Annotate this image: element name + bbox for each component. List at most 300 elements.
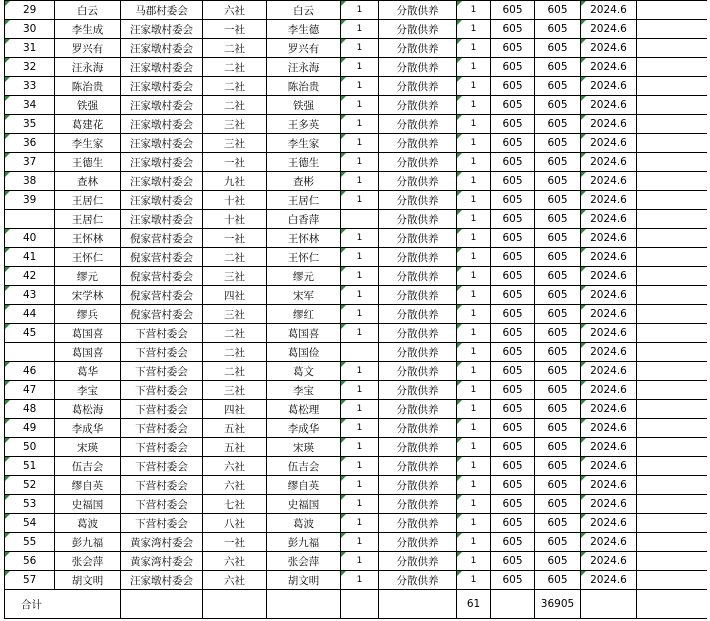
village-committee-cell: 倪家营村委会 — [121, 286, 203, 305]
person-count-cell: 1 — [457, 514, 491, 533]
table-row — [5, 1, 707, 20]
standard-amount-cell: 605 — [491, 115, 535, 134]
recipient-name-cell: 葛华 — [55, 362, 121, 381]
cell-indicator-mark — [5, 362, 10, 367]
village-group-cell: 二社 — [203, 77, 267, 96]
person-count-cell: 1 — [457, 343, 491, 362]
blank-cell — [637, 229, 707, 248]
row-number-cell: 48 — [5, 400, 55, 419]
payment-date-cell: 2024.6 — [581, 381, 637, 400]
village-committee-cell: 下营村委会 — [121, 514, 203, 533]
recipient-name-cell: 王德生 — [55, 153, 121, 172]
support-method-cell: 分散供养 — [379, 438, 457, 457]
payment-date-cell: 2024.6 — [581, 20, 637, 39]
cell-indicator-mark — [5, 381, 10, 386]
cell-indicator-mark — [581, 1, 586, 6]
support-method-cell: 分散供养 — [379, 1, 457, 20]
blank-cell — [637, 115, 707, 134]
cell-indicator-mark — [5, 1, 10, 6]
cell-indicator-mark — [5, 39, 10, 44]
payment-amount-cell: 605 — [535, 153, 581, 172]
cell-indicator-mark — [457, 153, 462, 158]
standard-amount-cell: 605 — [491, 134, 535, 153]
blank-cell — [637, 533, 707, 552]
household-count-cell: 1 — [341, 77, 379, 96]
recipient-name-cell: 宋学林 — [55, 286, 121, 305]
village-committee-cell: 倪家营村委会 — [121, 248, 203, 267]
cell-indicator-mark — [581, 210, 586, 215]
payment-date-cell: 2024.6 — [581, 1, 637, 20]
cell-indicator-mark — [5, 248, 10, 253]
cell-indicator-mark — [581, 571, 586, 576]
table-row — [5, 457, 707, 476]
cell-indicator-mark — [5, 58, 10, 63]
blank-cell — [637, 20, 707, 39]
payment-date-cell: 2024.6 — [581, 571, 637, 590]
payment-amount-cell: 605 — [535, 571, 581, 590]
payment-amount-cell: 605 — [535, 39, 581, 58]
support-method-cell: 分散供养 — [379, 324, 457, 343]
support-person-cell: 罗兴有 — [267, 39, 341, 58]
payment-amount-cell: 605 — [535, 438, 581, 457]
cell-indicator-mark — [457, 134, 462, 139]
recipient-name-cell: 葛建花 — [55, 115, 121, 134]
cell-indicator-mark — [457, 571, 462, 576]
support-method-cell: 分散供养 — [379, 248, 457, 267]
row-number-cell: 46 — [5, 362, 55, 381]
table-row — [5, 514, 707, 533]
payment-amount-cell: 605 — [535, 381, 581, 400]
cell-indicator-mark — [341, 381, 346, 386]
row-number-cell: 56 — [5, 552, 55, 571]
cell-indicator-mark — [341, 248, 346, 253]
table-row — [5, 210, 707, 229]
cell-indicator-mark — [5, 286, 10, 291]
cell-indicator-mark — [457, 343, 462, 348]
cell-indicator-mark — [341, 20, 346, 25]
person-count-cell: 1 — [457, 229, 491, 248]
row-number-cell: 41 — [5, 248, 55, 267]
blank-cell — [637, 1, 707, 20]
payment-date-cell: 2024.6 — [581, 58, 637, 77]
blank-cell — [637, 495, 707, 514]
recipient-name-cell: 李生成 — [55, 20, 121, 39]
village-committee-cell: 汪家墩村委会 — [121, 210, 203, 229]
support-method-cell: 分散供养 — [379, 267, 457, 286]
village-committee-cell: 汪家墩村委会 — [121, 115, 203, 134]
blank-cell — [637, 134, 707, 153]
cell-indicator-mark — [341, 495, 346, 500]
recipient-name-cell: 李宝 — [55, 381, 121, 400]
village-group-cell: 二社 — [203, 324, 267, 343]
total-empty-cell — [203, 590, 267, 619]
row-number-cell: 30 — [5, 20, 55, 39]
village-committee-cell: 下营村委会 — [121, 400, 203, 419]
cell-indicator-mark — [457, 400, 462, 405]
village-group-cell: 三社 — [203, 381, 267, 400]
row-number-cell: 49 — [5, 419, 55, 438]
cell-indicator-mark — [5, 134, 10, 139]
payment-amount-cell: 605 — [535, 172, 581, 191]
cell-indicator-mark — [5, 400, 10, 405]
recipient-name-cell: 缪元 — [55, 267, 121, 286]
row-number-cell: 50 — [5, 438, 55, 457]
row-number-cell: 34 — [5, 96, 55, 115]
cell-indicator-mark — [341, 96, 346, 101]
cell-indicator-mark — [5, 191, 10, 196]
payment-date-cell: 2024.6 — [581, 77, 637, 96]
recipient-name-cell: 李成华 — [55, 419, 121, 438]
cell-indicator-mark — [457, 514, 462, 519]
support-person-cell: 葛国俭 — [267, 343, 341, 362]
standard-amount-cell: 605 — [491, 20, 535, 39]
cell-indicator-mark — [457, 77, 462, 82]
support-person-cell: 王怀仁 — [267, 248, 341, 267]
support-method-cell: 分散供养 — [379, 495, 457, 514]
standard-amount-cell: 605 — [491, 419, 535, 438]
support-person-cell: 王多英 — [267, 115, 341, 134]
table-row — [5, 191, 707, 210]
payment-amount-cell: 605 — [535, 419, 581, 438]
blank-cell — [637, 248, 707, 267]
row-number-cell: 57 — [5, 571, 55, 590]
household-count-cell: 1 — [341, 191, 379, 210]
relief-roster-table — [4, 0, 707, 619]
table-row — [5, 533, 707, 552]
support-person-cell: 李成华 — [267, 419, 341, 438]
village-group-cell: 七社 — [203, 495, 267, 514]
village-group-cell: 二社 — [203, 96, 267, 115]
cell-indicator-mark — [341, 457, 346, 462]
row-number-cell: 53 — [5, 495, 55, 514]
blank-cell — [637, 210, 707, 229]
table-row — [5, 20, 707, 39]
recipient-name-cell: 查林 — [55, 172, 121, 191]
standard-amount-cell: 605 — [491, 229, 535, 248]
cell-indicator-mark — [581, 191, 586, 196]
cell-indicator-mark — [5, 324, 10, 329]
recipient-name-cell: 葛波 — [55, 514, 121, 533]
person-count-cell: 1 — [457, 267, 491, 286]
standard-amount-cell: 605 — [491, 210, 535, 229]
cell-indicator-mark — [581, 343, 586, 348]
village-group-cell: 十社 — [203, 210, 267, 229]
cell-indicator-mark — [581, 229, 586, 234]
cell-indicator-mark — [341, 58, 346, 63]
village-group-cell: 二社 — [203, 39, 267, 58]
cell-indicator-mark — [457, 286, 462, 291]
recipient-name-cell: 葛松海 — [55, 400, 121, 419]
blank-cell — [637, 324, 707, 343]
row-number-cell: 33 — [5, 77, 55, 96]
table-row — [5, 362, 707, 381]
village-committee-cell: 下营村委会 — [121, 419, 203, 438]
village-committee-cell: 马郡村委会 — [121, 1, 203, 20]
cell-indicator-mark — [5, 514, 10, 519]
support-method-cell: 分散供养 — [379, 286, 457, 305]
support-person-cell: 彭九福 — [267, 533, 341, 552]
table-row — [5, 305, 707, 324]
cell-indicator-mark — [457, 476, 462, 481]
cell-indicator-mark — [341, 571, 346, 576]
village-committee-cell: 汪家墩村委会 — [121, 58, 203, 77]
recipient-name-cell: 葛国喜 — [55, 324, 121, 343]
cell-indicator-mark — [457, 324, 462, 329]
village-committee-cell: 倪家营村委会 — [121, 305, 203, 324]
cell-indicator-mark — [5, 115, 10, 120]
support-method-cell: 分散供养 — [379, 58, 457, 77]
person-count-cell: 1 — [457, 58, 491, 77]
total-label: 合计 — [5, 590, 121, 619]
household-count-cell: 1 — [341, 1, 379, 20]
standard-amount-cell: 605 — [491, 457, 535, 476]
cell-indicator-mark — [581, 248, 586, 253]
village-committee-cell: 汪家墩村委会 — [121, 20, 203, 39]
standard-amount-cell: 605 — [491, 552, 535, 571]
person-count-cell: 1 — [457, 210, 491, 229]
blank-cell — [637, 77, 707, 96]
standard-amount-cell: 605 — [491, 324, 535, 343]
table-row — [5, 381, 707, 400]
support-method-cell: 分散供养 — [379, 419, 457, 438]
support-method-cell: 分散供养 — [379, 191, 457, 210]
household-count-cell: 1 — [341, 20, 379, 39]
table-row — [5, 115, 707, 134]
cell-indicator-mark — [341, 419, 346, 424]
row-number-cell: 35 — [5, 115, 55, 134]
cell-indicator-mark — [581, 324, 586, 329]
cell-indicator-mark — [581, 457, 586, 462]
support-method-cell: 分散供养 — [379, 514, 457, 533]
village-group-cell: 一社 — [203, 20, 267, 39]
village-committee-cell: 黄家湾村委会 — [121, 552, 203, 571]
standard-amount-cell: 605 — [491, 1, 535, 20]
cell-indicator-mark — [457, 362, 462, 367]
cell-indicator-mark — [581, 305, 586, 310]
person-count-cell: 1 — [457, 115, 491, 134]
table-row — [5, 552, 707, 571]
table-row — [5, 343, 707, 362]
support-person-cell: 李生德 — [267, 20, 341, 39]
village-committee-cell: 下营村委会 — [121, 381, 203, 400]
blank-cell — [637, 381, 707, 400]
recipient-name-cell: 彭九福 — [55, 533, 121, 552]
payment-date-cell: 2024.6 — [581, 305, 637, 324]
standard-amount-cell: 605 — [491, 267, 535, 286]
cell-indicator-mark — [581, 362, 586, 367]
cell-indicator-mark — [5, 229, 10, 234]
cell-indicator-mark — [457, 39, 462, 44]
village-committee-cell: 汪家墩村委会 — [121, 153, 203, 172]
cell-indicator-mark — [341, 153, 346, 158]
household-count-cell: 1 — [341, 419, 379, 438]
row-number-cell: 52 — [5, 476, 55, 495]
support-person-cell: 伍吉会 — [267, 457, 341, 476]
blank-cell — [637, 286, 707, 305]
household-count-cell: 1 — [341, 134, 379, 153]
total-empty-cell — [581, 590, 637, 619]
household-count-cell: 1 — [341, 248, 379, 267]
table-row — [5, 400, 707, 419]
cell-indicator-mark — [581, 134, 586, 139]
recipient-name-cell: 宋瑛 — [55, 438, 121, 457]
village-group-cell: 二社 — [203, 248, 267, 267]
recipient-name-cell: 陈治贵 — [55, 77, 121, 96]
cell-indicator-mark — [457, 438, 462, 443]
household-count-cell: 1 — [341, 58, 379, 77]
support-method-cell: 分散供养 — [379, 134, 457, 153]
blank-cell — [637, 172, 707, 191]
support-person-cell: 陈治贵 — [267, 77, 341, 96]
payment-date-cell: 2024.6 — [581, 191, 637, 210]
person-count-cell: 1 — [457, 172, 491, 191]
support-person-cell: 铁强 — [267, 96, 341, 115]
blank-cell — [637, 514, 707, 533]
household-count-cell: 1 — [341, 324, 379, 343]
blank-cell — [637, 476, 707, 495]
blank-cell — [637, 267, 707, 286]
support-person-cell: 缪红 — [267, 305, 341, 324]
cell-indicator-mark — [457, 552, 462, 557]
cell-indicator-mark — [457, 20, 462, 25]
person-count-cell: 1 — [457, 248, 491, 267]
cell-indicator-mark — [457, 229, 462, 234]
row-number-cell: 45 — [5, 324, 55, 343]
cell-indicator-mark — [341, 191, 346, 196]
person-count-cell: 1 — [457, 153, 491, 172]
row-number-cell: 32 — [5, 58, 55, 77]
cell-indicator-mark — [5, 457, 10, 462]
household-count-cell: 1 — [341, 381, 379, 400]
standard-amount-cell: 605 — [491, 438, 535, 457]
payment-date-cell: 2024.6 — [581, 267, 637, 286]
cell-indicator-mark — [5, 438, 10, 443]
household-count-cell: 1 — [341, 533, 379, 552]
village-group-cell: 四社 — [203, 286, 267, 305]
support-person-cell: 宋军 — [267, 286, 341, 305]
cell-indicator-mark — [341, 305, 346, 310]
cell-indicator-mark — [5, 20, 10, 25]
total-empty-cell — [379, 590, 457, 619]
household-count-cell: 1 — [341, 229, 379, 248]
cell-indicator-mark — [5, 305, 10, 310]
table-row — [5, 571, 707, 590]
row-number-cell: 29 — [5, 1, 55, 20]
cell-indicator-mark — [5, 552, 10, 557]
payment-amount-cell: 605 — [535, 400, 581, 419]
recipient-name-cell: 王怀仁 — [55, 248, 121, 267]
payment-date-cell: 2024.6 — [581, 438, 637, 457]
cell-indicator-mark — [341, 1, 346, 6]
support-method-cell: 分散供养 — [379, 96, 457, 115]
household-count-cell: 1 — [341, 571, 379, 590]
row-number-cell — [5, 210, 55, 229]
cell-indicator-mark — [581, 476, 586, 481]
village-committee-cell: 倪家营村委会 — [121, 267, 203, 286]
cell-indicator-mark — [341, 362, 346, 367]
table-row — [5, 229, 707, 248]
standard-amount-cell: 605 — [491, 305, 535, 324]
support-person-cell: 葛波 — [267, 514, 341, 533]
support-person-cell: 白香萍 — [267, 210, 341, 229]
village-committee-cell: 汪家墩村委会 — [121, 96, 203, 115]
village-group-cell: 一社 — [203, 153, 267, 172]
recipient-name-cell: 汪永海 — [55, 58, 121, 77]
person-count-cell: 1 — [457, 39, 491, 58]
person-count-cell: 1 — [457, 286, 491, 305]
payment-date-cell: 2024.6 — [581, 343, 637, 362]
village-group-cell: 六社 — [203, 457, 267, 476]
recipient-name-cell: 铁强 — [55, 96, 121, 115]
cell-indicator-mark — [581, 77, 586, 82]
row-number-cell: 37 — [5, 153, 55, 172]
cell-indicator-mark — [581, 419, 586, 424]
cell-indicator-mark — [457, 172, 462, 177]
cell-indicator-mark — [581, 381, 586, 386]
village-committee-cell: 汪家墩村委会 — [121, 134, 203, 153]
recipient-name-cell: 史福国 — [55, 495, 121, 514]
village-committee-cell: 汪家墩村委会 — [121, 172, 203, 191]
standard-amount-cell: 605 — [491, 153, 535, 172]
table-body — [5, 1, 707, 590]
village-committee-cell: 下营村委会 — [121, 438, 203, 457]
standard-amount-cell: 605 — [491, 77, 535, 96]
payment-date-cell: 2024.6 — [581, 457, 637, 476]
payment-amount-cell: 605 — [535, 134, 581, 153]
blank-cell — [637, 419, 707, 438]
payment-date-cell: 2024.6 — [581, 248, 637, 267]
cell-indicator-mark — [581, 552, 586, 557]
standard-amount-cell: 605 — [491, 381, 535, 400]
payment-date-cell: 2024.6 — [581, 96, 637, 115]
village-committee-cell: 汪家墩村委会 — [121, 191, 203, 210]
row-number-cell: 31 — [5, 39, 55, 58]
household-count-cell: 1 — [341, 153, 379, 172]
table-row — [5, 172, 707, 191]
table-row — [5, 134, 707, 153]
village-group-cell: 六社 — [203, 1, 267, 20]
payment-amount-cell: 605 — [535, 115, 581, 134]
payment-date-cell: 2024.6 — [581, 533, 637, 552]
support-method-cell: 分散供养 — [379, 20, 457, 39]
support-person-cell: 王德生 — [267, 153, 341, 172]
blank-cell — [637, 191, 707, 210]
cell-indicator-mark — [457, 96, 462, 101]
household-count-cell: 1 — [341, 476, 379, 495]
table-row — [5, 96, 707, 115]
support-method-cell: 分散供养 — [379, 210, 457, 229]
cell-indicator-mark — [341, 514, 346, 519]
payment-date-cell: 2024.6 — [581, 134, 637, 153]
village-committee-cell: 下营村委会 — [121, 457, 203, 476]
support-person-cell: 葛文 — [267, 362, 341, 381]
payment-date-cell: 2024.6 — [581, 210, 637, 229]
support-method-cell: 分散供养 — [379, 343, 457, 362]
cell-indicator-mark — [341, 476, 346, 481]
cell-indicator-mark — [581, 438, 586, 443]
total-persons-cell: 61 — [457, 590, 491, 619]
cell-indicator-mark — [341, 77, 346, 82]
person-count-cell: 1 — [457, 134, 491, 153]
standard-amount-cell: 605 — [491, 248, 535, 267]
table-row — [5, 476, 707, 495]
payment-amount-cell: 605 — [535, 267, 581, 286]
household-count-cell: 1 — [341, 514, 379, 533]
person-count-cell: 1 — [457, 457, 491, 476]
payment-amount-cell: 605 — [535, 362, 581, 381]
village-group-cell: 五社 — [203, 438, 267, 457]
total-empty-cell — [491, 590, 535, 619]
